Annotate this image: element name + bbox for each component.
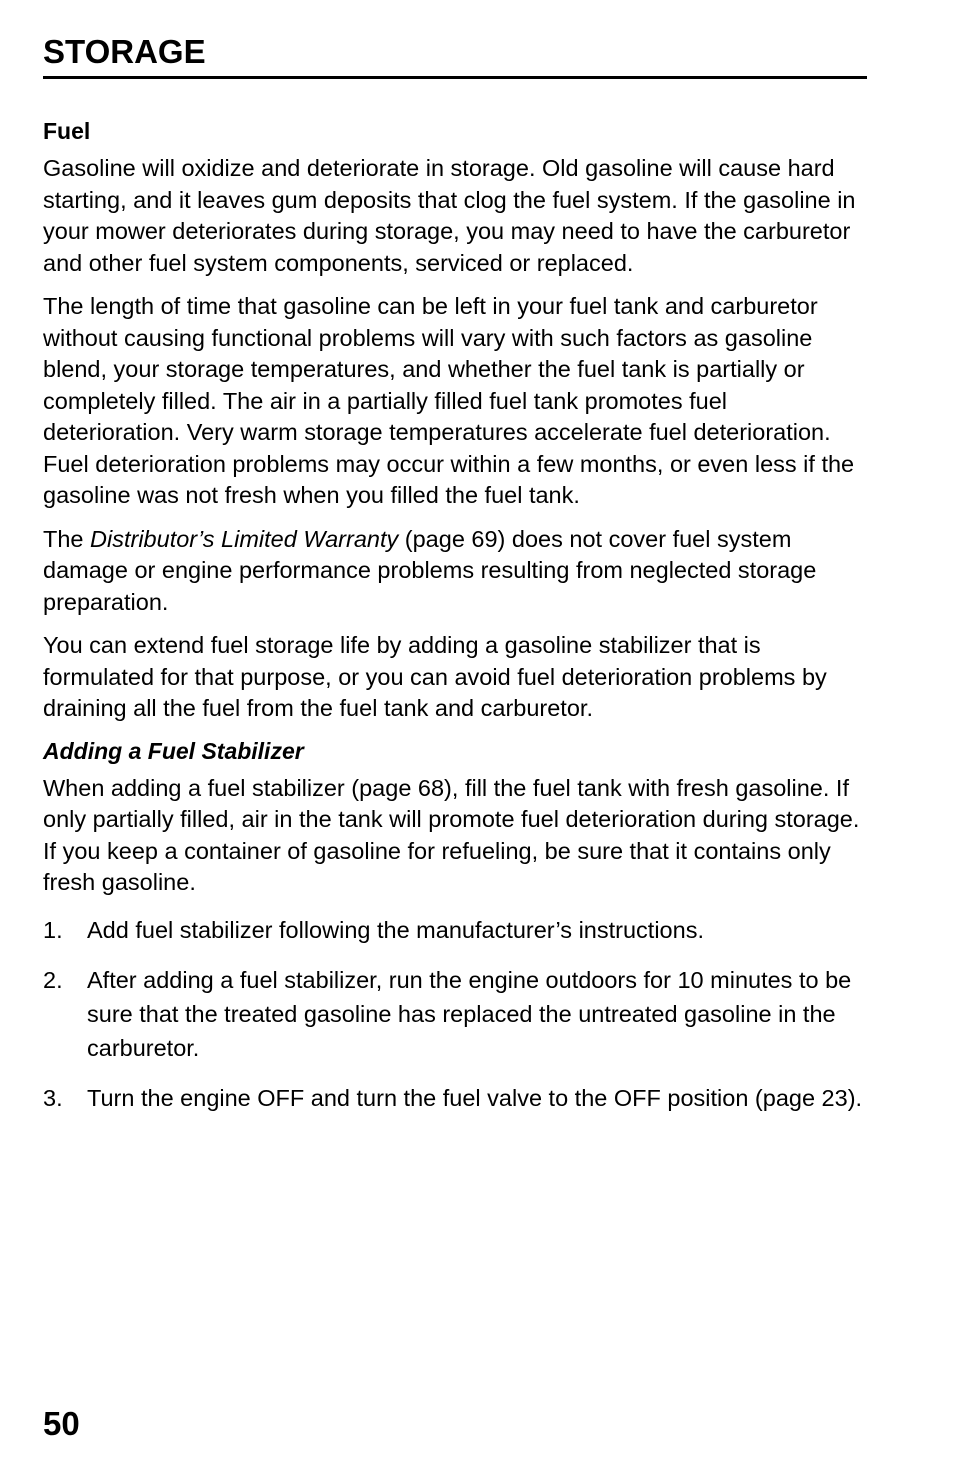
- step-text: Add fuel stabilizer following the manufacturer’s instructions.: [87, 916, 704, 943]
- step-number: 2.: [43, 966, 63, 993]
- step-text: Turn the engine OFF and turn the fuel valve to the OFF position (page 23).: [87, 1084, 863, 1111]
- section-heading-fuel: Fuel: [43, 118, 91, 144]
- warranty-title: Distributor’s Limited Warranty: [90, 525, 399, 552]
- list-item: [43, 913, 867, 947]
- list-item: [43, 1081, 867, 1115]
- warranty-prefix: The: [43, 525, 91, 552]
- list-item: [43, 963, 867, 1065]
- warranty-suffix: (page 69) does not cover fuel system damage or engine performance problems resulting from neglected storage preparation.: [43, 525, 817, 615]
- fuel-paragraph-3: [43, 524, 867, 619]
- fuel-paragraph-2: The length of time that gasoline can be left in your fuel tank and carburetor without causing functional problems will vary with such factors as gasoline blend, your storage temperatures, and whether the fuel tank is partially or completely filled. The air in a partially filled fuel tank promotes fuel deterioration. Very warm storage temperatures accelerate fuel deterioration. Fuel deterioration problems may occur within a few months, or even less if the gasoline was not fresh when you filled the fuel tank.: [43, 293, 855, 508]
- step-number: 3.: [43, 1084, 63, 1111]
- stabilizer-steps-list: [43, 913, 867, 1115]
- page-title: STORAGE: [43, 30, 867, 79]
- section-heading-stabilizer: Adding a Fuel Stabilizer: [43, 737, 304, 764]
- step-number: 1.: [43, 916, 63, 943]
- page-number: 50: [43, 1405, 80, 1442]
- stabilizer-intro: When adding a fuel stabilizer (page 68), fill the fuel tank with fresh gasoline. If only partially filled, air in the tank will promote fuel deterioration during storage. If you keep a container of gasoline for refueling, be sure that it contains only fresh gasoline.: [43, 774, 860, 895]
- page-content: [43, 30, 867, 1131]
- fuel-paragraph-4: You can extend fuel storage life by adding a gasoline stabilizer that is formulated for that purpose, or you can avoid fuel deterioration problems by draining all the fuel from the fuel tank and carburetor.: [43, 632, 827, 721]
- fuel-paragraph-1: Gasoline will oxidize and deteriorate in storage. Old gasoline will cause hard starting, and it leaves gum deposits that clog the fuel system. If the gasoline in your mower deteriorates during storage, you may need to have the carburetor and other fuel system components, serviced or replaced.: [43, 155, 856, 276]
- step-text: After adding a fuel stabilizer, run the engine outdoors for 10 minutes to be sure that the treated gasoline has replaced the untreated gasoline in the carburetor.: [87, 966, 852, 1061]
